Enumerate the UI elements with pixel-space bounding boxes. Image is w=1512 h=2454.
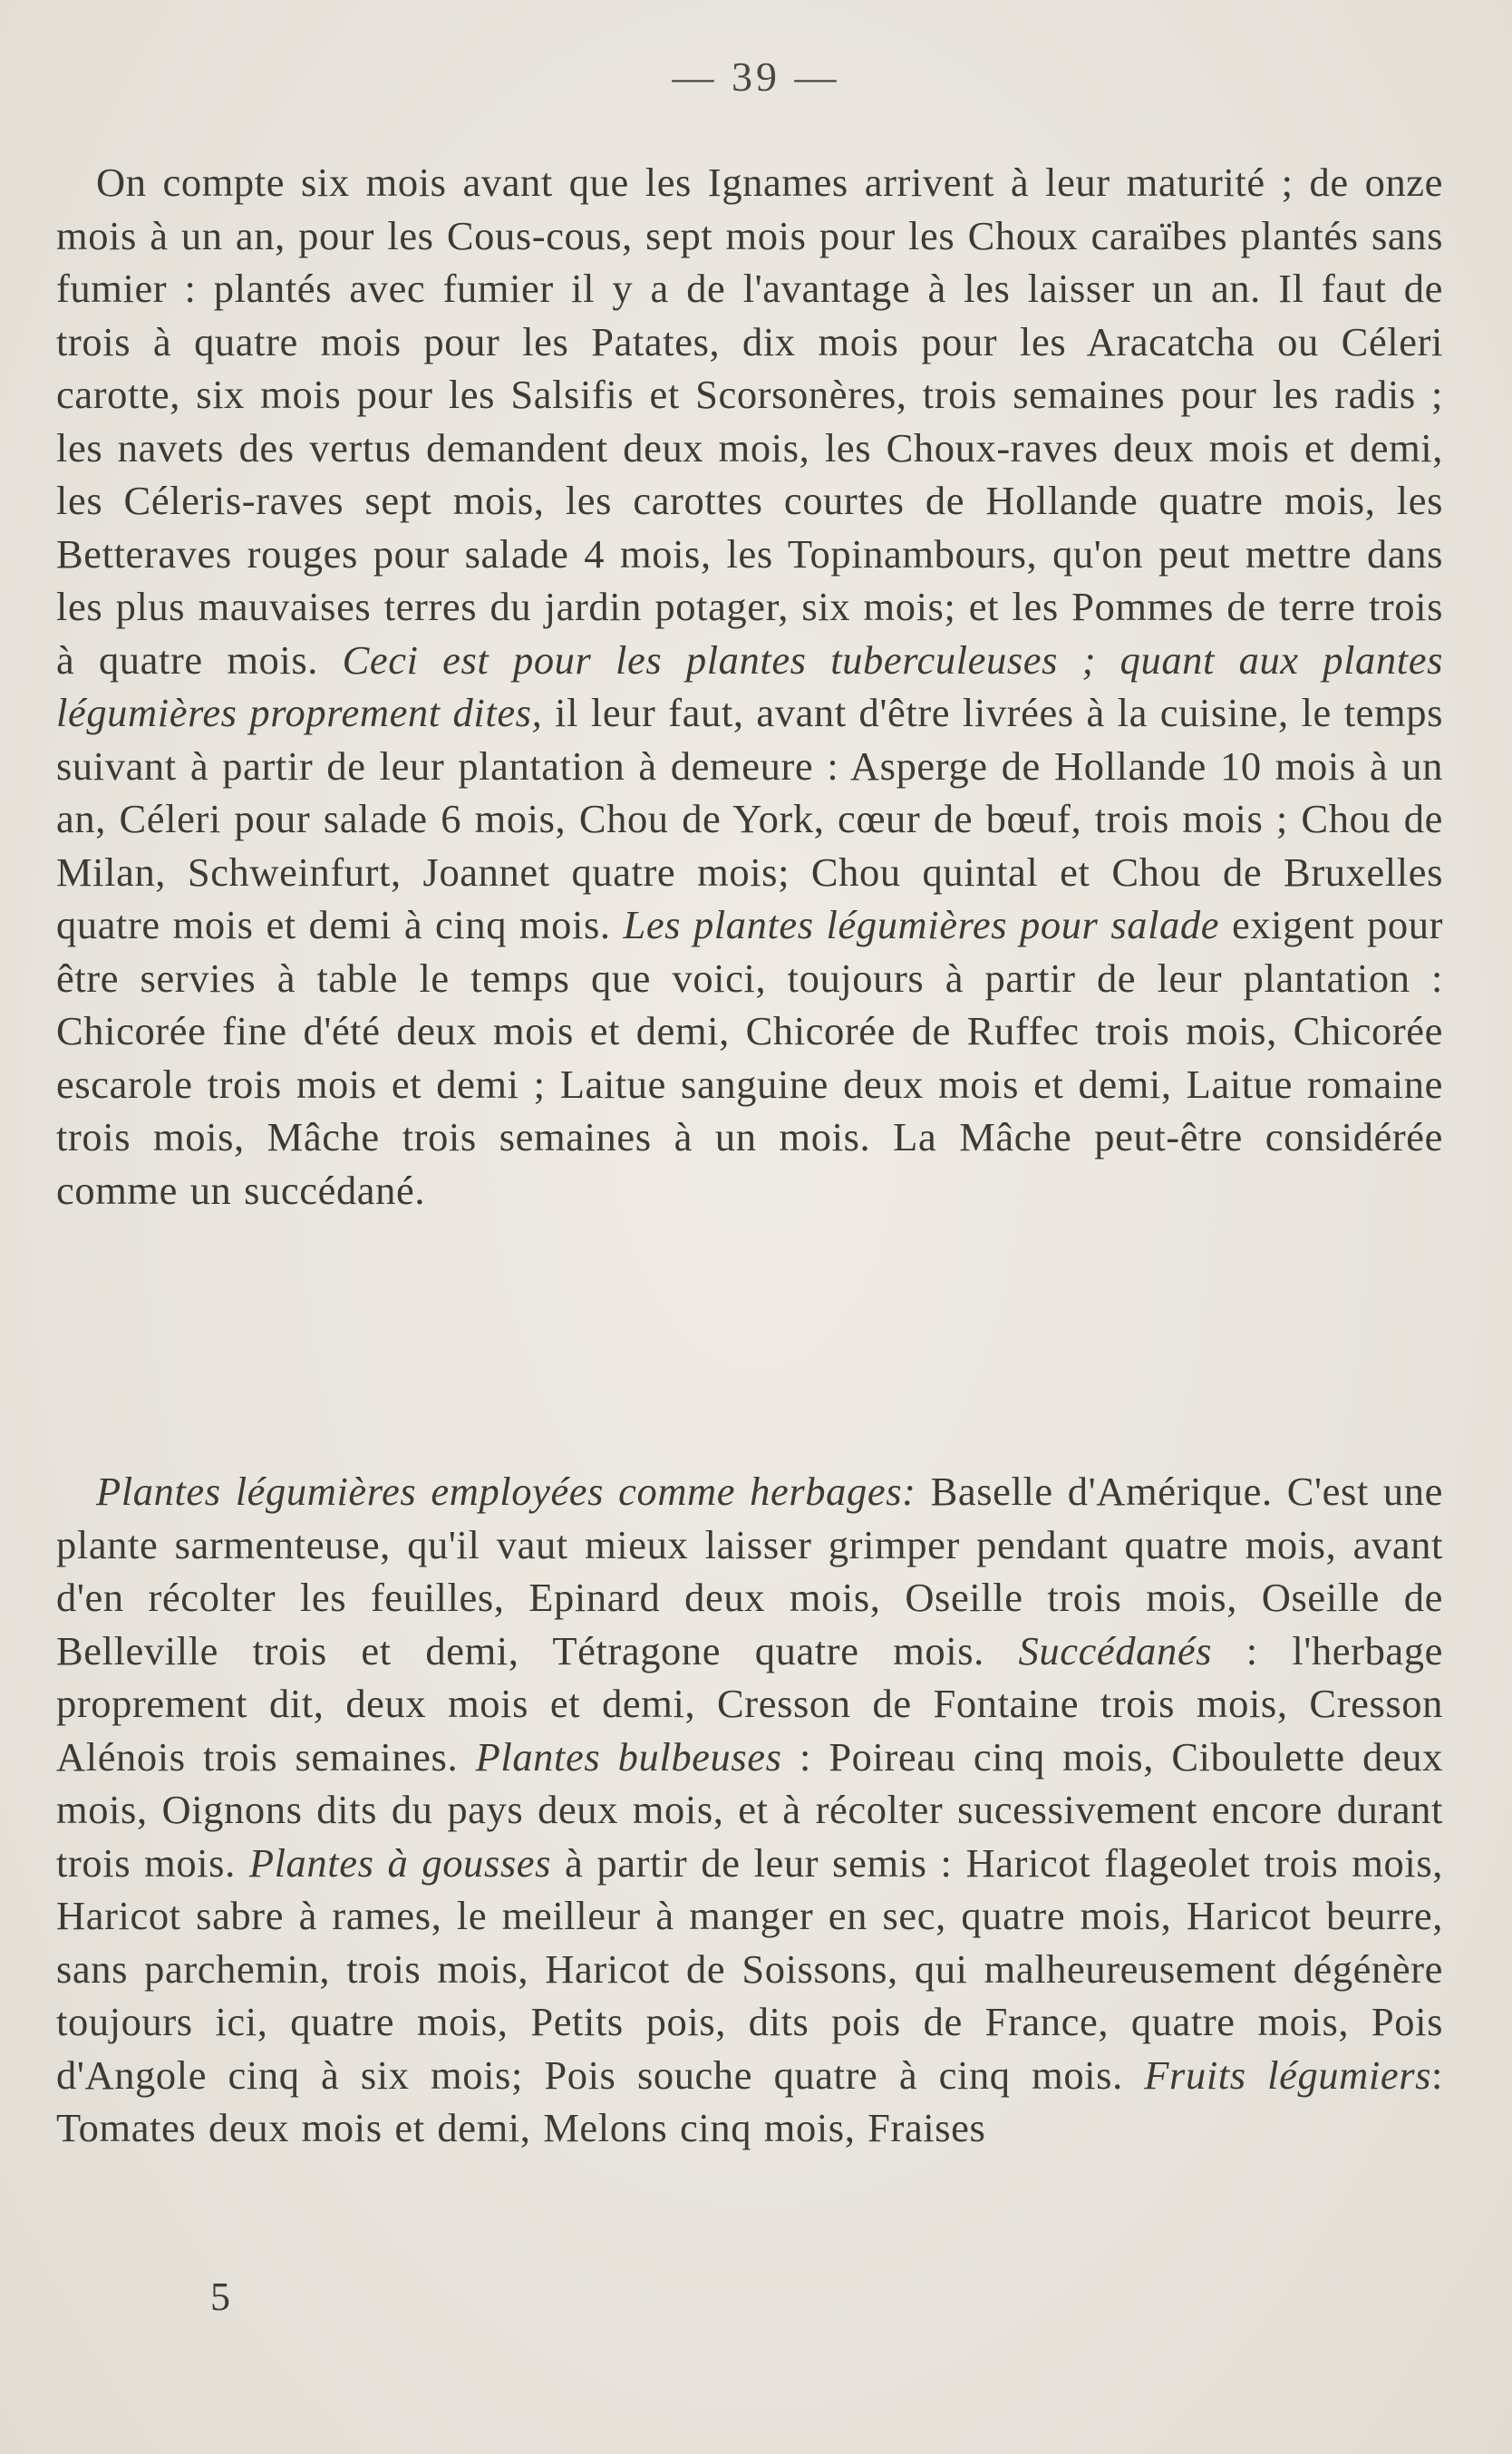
p2-text-4: à partir de leur semis : Haricot flageolet trois mois, Haricot sabre à rames, le meilleur à manger en sec, quatre mois, Haricot beurre, sans parchemin, trois mois, Haricot de Soissons, qui malheureusement dégénère toujours ici, quatre mois, Petits pois, dits pois de France, quatre mois, Pois d'Angole cinq à six mois; Pois souche quatre à cinq mois. — [56, 1839, 1443, 2098]
paragraph-1-text — [56, 156, 1443, 1217]
p2-italic-2: Succédanés — [1018, 1627, 1213, 1673]
p2-italic-4: Plantes à gousses — [248, 1839, 552, 1886]
p2-text-3: : Poireau cinq mois, Ciboulette deux mois, Oignons dits du pays deux mois, et à récolter sucessivement encore durant trois mois. — [56, 1733, 1444, 1886]
p1-italic-1: Ceci est pour les plantes tuberculeuses ; quant aux plantes légumières proprement dites, — [56, 636, 1443, 735]
p1-text-3: exigent pour être servies à table le temps que voici, toujours à partir de leur plantation : Chicorée fine d'été deux mois et demi, Chicorée de Ruffec trois mois, Chicorée escarole trois mois et demi ; Laitue sanguine deux mois et demi, Laitue romaine trois mois, Mâche trois semaines à un mois. La Mâche peut-être considérée comme un succédané. — [56, 902, 1443, 1213]
p2-italic-5: Fruits légumiers — [1144, 2051, 1432, 2098]
p1-text-2: il leur faut, avant d'être livrées à la cuisine, le temps suivant à partir de leur plantation à demeure : Asperge de Hollande 10 mois à un an, Céleri pour salade 6 mois, Chou de York, cœur de bœuf, trois mois ; Chou de Milan, Schweinfurt, Joannet quatre mois; Chou quintal et Chou de Bruxelles quatre mois et demi à cinq mois. — [56, 690, 1443, 947]
paragraph-herbages — [56, 1465, 1443, 2155]
p2-italic-3: Plantes bulbeuses — [475, 1733, 782, 1780]
p1-text-1: On compte six mois avant que les Ignames arrivent à leur maturité ; de onze mois à un an, pour les Cous-cous, sept mois pour les Choux caraïbes plantés sans fumier : plantés avec fumier il y a de l'avantage à les laisser un an. Il faut de trois à quatre mois pour les Patates, dix mois pour les Aracatcha ou Céleri carotte, six mois pour les Salsifis et Scorsonères, trois semaines pour les radis ; les navets des vertus demandent deux mois, les Choux-raves deux mois et demi, les Céleris-raves sept mois, les carottes courtes de Hollande quatre mois, les Betteraves rouges pour salade 4 mois, les Topinambours, qu'on peut mettre dans les plus mauvaises terres du jardin potager, six mois; et les Pommes de terre trois à quatre mois. — [56, 160, 1443, 683]
p2-text-1: Baselle d'Amérique. C'est une plante sarmenteuse, qu'il vaut mieux laisser grimper pendant quatre mois, avant d'en récolter les feuilles, Epinard deux mois, Oseille trois mois, Oseille de Belleville trois et demi, Tétragone quatre mois. — [56, 1469, 1443, 1673]
signature-mark: 5 — [210, 2275, 230, 2319]
paragraph-2-text — [56, 1465, 1443, 2155]
p2-italic-1: Plantes légumières employées comme herbages: — [96, 1469, 916, 1514]
p1-italic-2: Les plantes légumières pour salade — [623, 902, 1220, 947]
page-number: — 39 — — [672, 53, 840, 100]
p2-text-2: : l'herbage proprement dit, deux mois et demi, Cresson de Fontaine trois mois, Cresson Alénois trois semaines. — [56, 1627, 1443, 1780]
paragraph-vegetable-maturity — [56, 156, 1443, 1217]
p2-text-5: : Tomates deux mois et demi, Melons cinq mois, Fraises — [56, 2051, 1443, 2150]
